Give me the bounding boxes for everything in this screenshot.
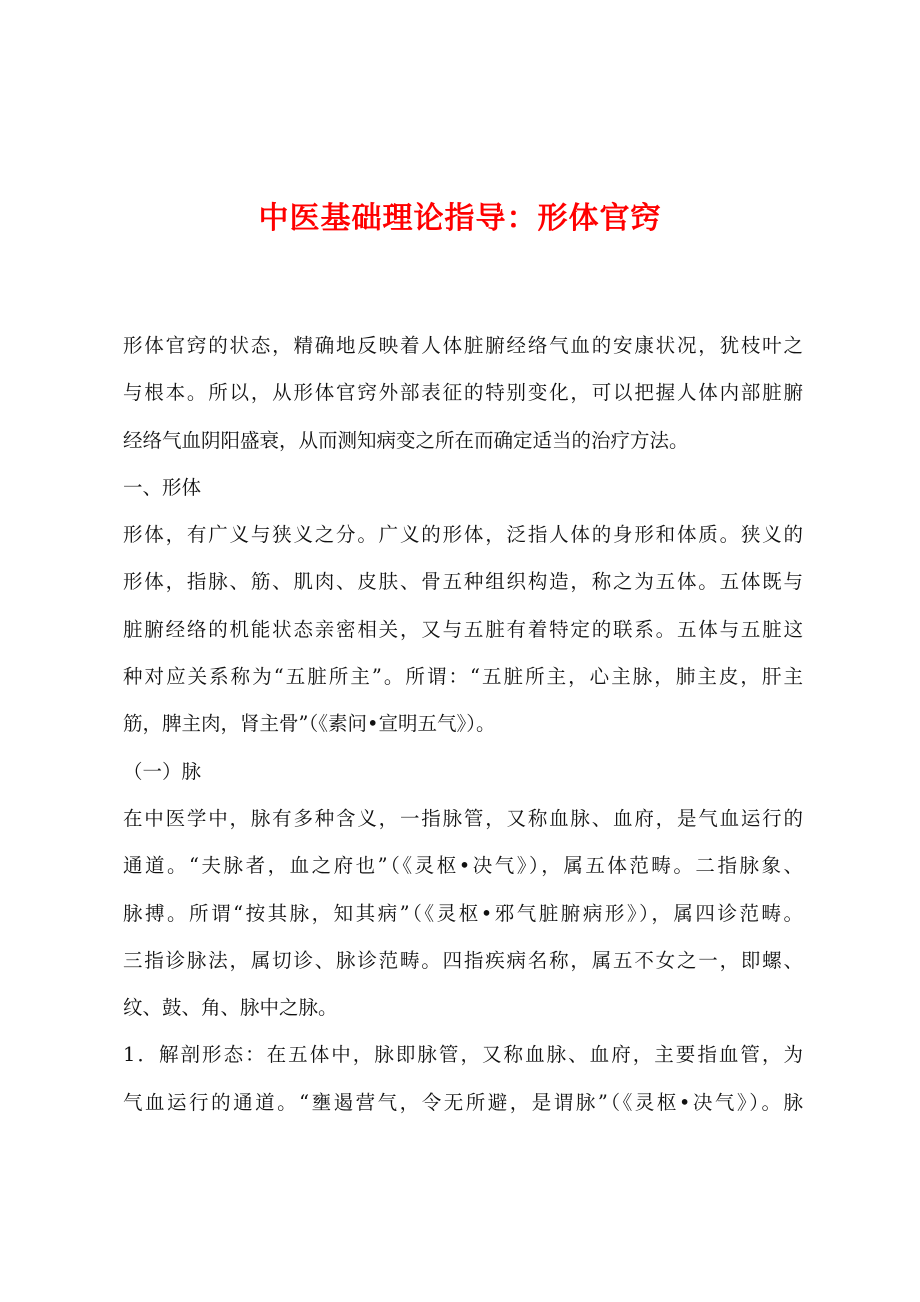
text-line: （一）脉 xyxy=(123,759,202,783)
document-title: 中医基础理论指导：形体官窍 xyxy=(258,201,662,236)
text-line: 气血运行的通道。“壅遏营气，令无所避，是谓脉”（《灵枢•决气》）。脉 xyxy=(123,1090,803,1114)
text-line: 种对应关系称为“五脏所主”。所谓：“五脏所主，心主脉，肺主皮，肝主 xyxy=(123,665,803,689)
text-line: 纹、鼓、角、脉中之脉。 xyxy=(123,996,338,1020)
text-line: 三指诊脉法，属切诊、脉诊范畴。四指疾病名称，属五不女之一，即螺、 xyxy=(123,948,803,972)
text-line: 经络气血阴阳盛衰，从而测知病变之所在而确定适当的治疗方法。 xyxy=(123,428,689,452)
text-line: 形体，有广义与狭义之分。广义的形体，泛指人体的身形和体质。狭义的 xyxy=(123,523,803,547)
text-line: 一、形体 xyxy=(123,475,202,499)
text-line: 与根本。所以，从形体官窍外部表征的特别变化，可以把握人体内部脏腑 xyxy=(123,381,803,405)
text-line: 脏腑经络的机能状态亲密相关，又与五脏有着特定的联系。五体与五脏这 xyxy=(123,617,803,641)
text-line: 形体，指脉、筋、肌肉、皮肤、骨五种组织构造，称之为五体。五体既与 xyxy=(123,570,803,594)
text-line: 1．解剖形态：在五体中，脉即脉管，又称血脉、血府，主要指血管，为 xyxy=(123,1043,803,1067)
document-body xyxy=(123,322,803,1126)
text-line: 通道。“夫脉者，血之府也”（《灵枢•决气》），属五体范畴。二指脉象、 xyxy=(123,854,803,878)
text-line: 筋，脾主肉，肾主骨”（《素问•宣明五气》）。 xyxy=(123,712,496,736)
text-line: 在中医学中，脉有多种含义，一指脉管，又称血脉、血府，是气血运行的 xyxy=(123,806,803,830)
text-line: 形体官窍的状态，精确地反映着人体脏腑经络气血的安康状况，犹枝叶之 xyxy=(123,334,803,357)
text-line: 脉搏。所谓“按其脉，知其病”（《灵枢•邪气脏腑病形》），属四诊范畴。 xyxy=(123,901,803,925)
